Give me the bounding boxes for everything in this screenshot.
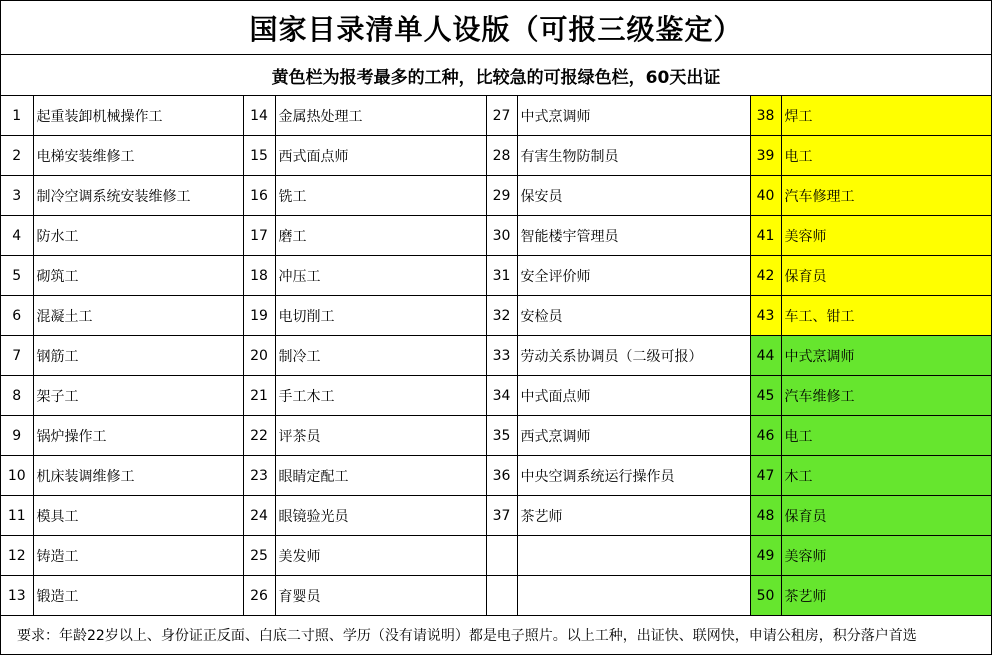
item-number: 12 [1,536,33,576]
occupation-name: 评茶员 [275,416,486,456]
item-number: 5 [1,256,33,296]
occupation-name: 铣工 [275,176,486,216]
item-number: 3 [1,176,33,216]
occupation-name: 劳动关系协调员（二级可报） [517,336,750,376]
occupation-name: 起重装卸机械操作工 [33,96,243,136]
occupation-name: 美容师 [781,536,991,576]
item-number: 37 [486,496,517,536]
item-number: 36 [486,456,517,496]
item-number: 8 [1,376,33,416]
item-number: 40 [750,176,781,216]
item-number: 16 [243,176,275,216]
occupation-name: 眼镜验光员 [275,496,486,536]
table-row [1,256,991,296]
occupation-name: 手工木工 [275,376,486,416]
item-number: 30 [486,216,517,256]
occupation-name: 有害生物防制员 [517,136,750,176]
item-number: 13 [1,576,33,616]
item-number: 35 [486,416,517,456]
occupation-name: 防水工 [33,216,243,256]
item-number: 19 [243,296,275,336]
table-row [1,496,991,536]
item-number [486,536,517,576]
item-number: 23 [243,456,275,496]
occupation-name [517,576,750,616]
item-number: 20 [243,336,275,376]
occupation-name: 中式面点师 [517,376,750,416]
table-row [1,216,991,256]
page-title: 国家目录清单人设版（可报三级鉴定） [1,1,991,55]
occupation-name: 冲压工 [275,256,486,296]
item-number [486,576,517,616]
item-number: 39 [750,136,781,176]
item-number: 9 [1,416,33,456]
item-number: 1 [1,96,33,136]
occupation-name: 茶艺师 [781,576,991,616]
occupation-name: 铸造工 [33,536,243,576]
item-number: 42 [750,256,781,296]
item-number: 33 [486,336,517,376]
item-number: 2 [1,136,33,176]
occupation-name: 制冷工 [275,336,486,376]
item-number: 25 [243,536,275,576]
occupation-name: 金属热处理工 [275,96,486,136]
occupation-name: 砌筑工 [33,256,243,296]
table-row [1,576,991,616]
occupation-name: 美容师 [781,216,991,256]
occupation-name: 保育员 [781,256,991,296]
occupation-name: 混凝土工 [33,296,243,336]
item-number: 32 [486,296,517,336]
item-number: 45 [750,376,781,416]
item-number: 46 [750,416,781,456]
occupation-name: 磨工 [275,216,486,256]
item-number: 44 [750,336,781,376]
occupation-name: 模具工 [33,496,243,536]
item-number: 29 [486,176,517,216]
occupation-name: 中式烹调师 [781,336,991,376]
occupation-name: 西式面点师 [275,136,486,176]
item-number: 49 [750,536,781,576]
occupation-name: 茶艺师 [517,496,750,536]
occupation-name: 汽车维修工 [781,376,991,416]
occupation-name: 安检员 [517,296,750,336]
table-row [1,136,991,176]
occupation-name: 锅炉操作工 [33,416,243,456]
item-number: 4 [1,216,33,256]
item-number: 7 [1,336,33,376]
table-row [1,96,991,136]
item-number: 27 [486,96,517,136]
occupation-name: 育婴员 [275,576,486,616]
item-number: 10 [1,456,33,496]
item-number: 22 [243,416,275,456]
item-number: 47 [750,456,781,496]
occupation-name: 电工 [781,416,991,456]
item-number: 48 [750,496,781,536]
occupation-name: 保育员 [781,496,991,536]
requirements-footer: 要求：年龄22岁以上、身份证正反面、白底二寸照、学历（没有请说明）都是电子照片。以上工种，出证快、联网快，申请公租房，积分落户首选 [17,628,917,644]
item-number: 41 [750,216,781,256]
item-number: 17 [243,216,275,256]
occupation-name: 美发师 [275,536,486,576]
item-number: 6 [1,296,33,336]
occupation-name: 西式烹调师 [517,416,750,456]
occupation-name: 智能楼宇管理员 [517,216,750,256]
item-number: 14 [243,96,275,136]
item-number: 38 [750,96,781,136]
table-row [1,536,991,576]
item-number: 11 [1,496,33,536]
occupation-name: 中式烹调师 [517,96,750,136]
occupation-name: 汽车修理工 [781,176,991,216]
item-number: 43 [750,296,781,336]
occupation-name: 制冷空调系统安装维修工 [33,176,243,216]
occupation-name: 中央空调系统运行操作员 [517,456,750,496]
occupation-name: 焊工 [781,96,991,136]
occupation-name: 车工、钳工 [781,296,991,336]
occupation-name: 木工 [781,456,991,496]
table-row [1,456,991,496]
occupation-table [1,96,991,616]
item-number: 18 [243,256,275,296]
occupation-name: 眼睛定配工 [275,456,486,496]
occupation-name: 机床装调维修工 [33,456,243,496]
occupation-name: 架子工 [33,376,243,416]
occupation-name: 安全评价师 [517,256,750,296]
item-number: 26 [243,576,275,616]
occupation-name: 锻造工 [33,576,243,616]
item-number: 28 [486,136,517,176]
table-row [1,416,991,456]
item-number: 31 [486,256,517,296]
item-number: 21 [243,376,275,416]
occupation-name: 保安员 [517,176,750,216]
table-row [1,296,991,336]
table-row [1,176,991,216]
occupation-name: 钢筋工 [33,336,243,376]
occupation-name: 电工 [781,136,991,176]
table-row [1,376,991,416]
item-number: 34 [486,376,517,416]
item-number: 50 [750,576,781,616]
occupation-name: 电切削工 [275,296,486,336]
table-row [1,336,991,376]
item-number: 15 [243,136,275,176]
occupation-name [517,536,750,576]
occupation-name: 电梯安装维修工 [33,136,243,176]
item-number: 24 [243,496,275,536]
page-subtitle: 黄色栏为报考最多的工种，比较急的可报绿色栏，60天出证 [1,55,991,96]
